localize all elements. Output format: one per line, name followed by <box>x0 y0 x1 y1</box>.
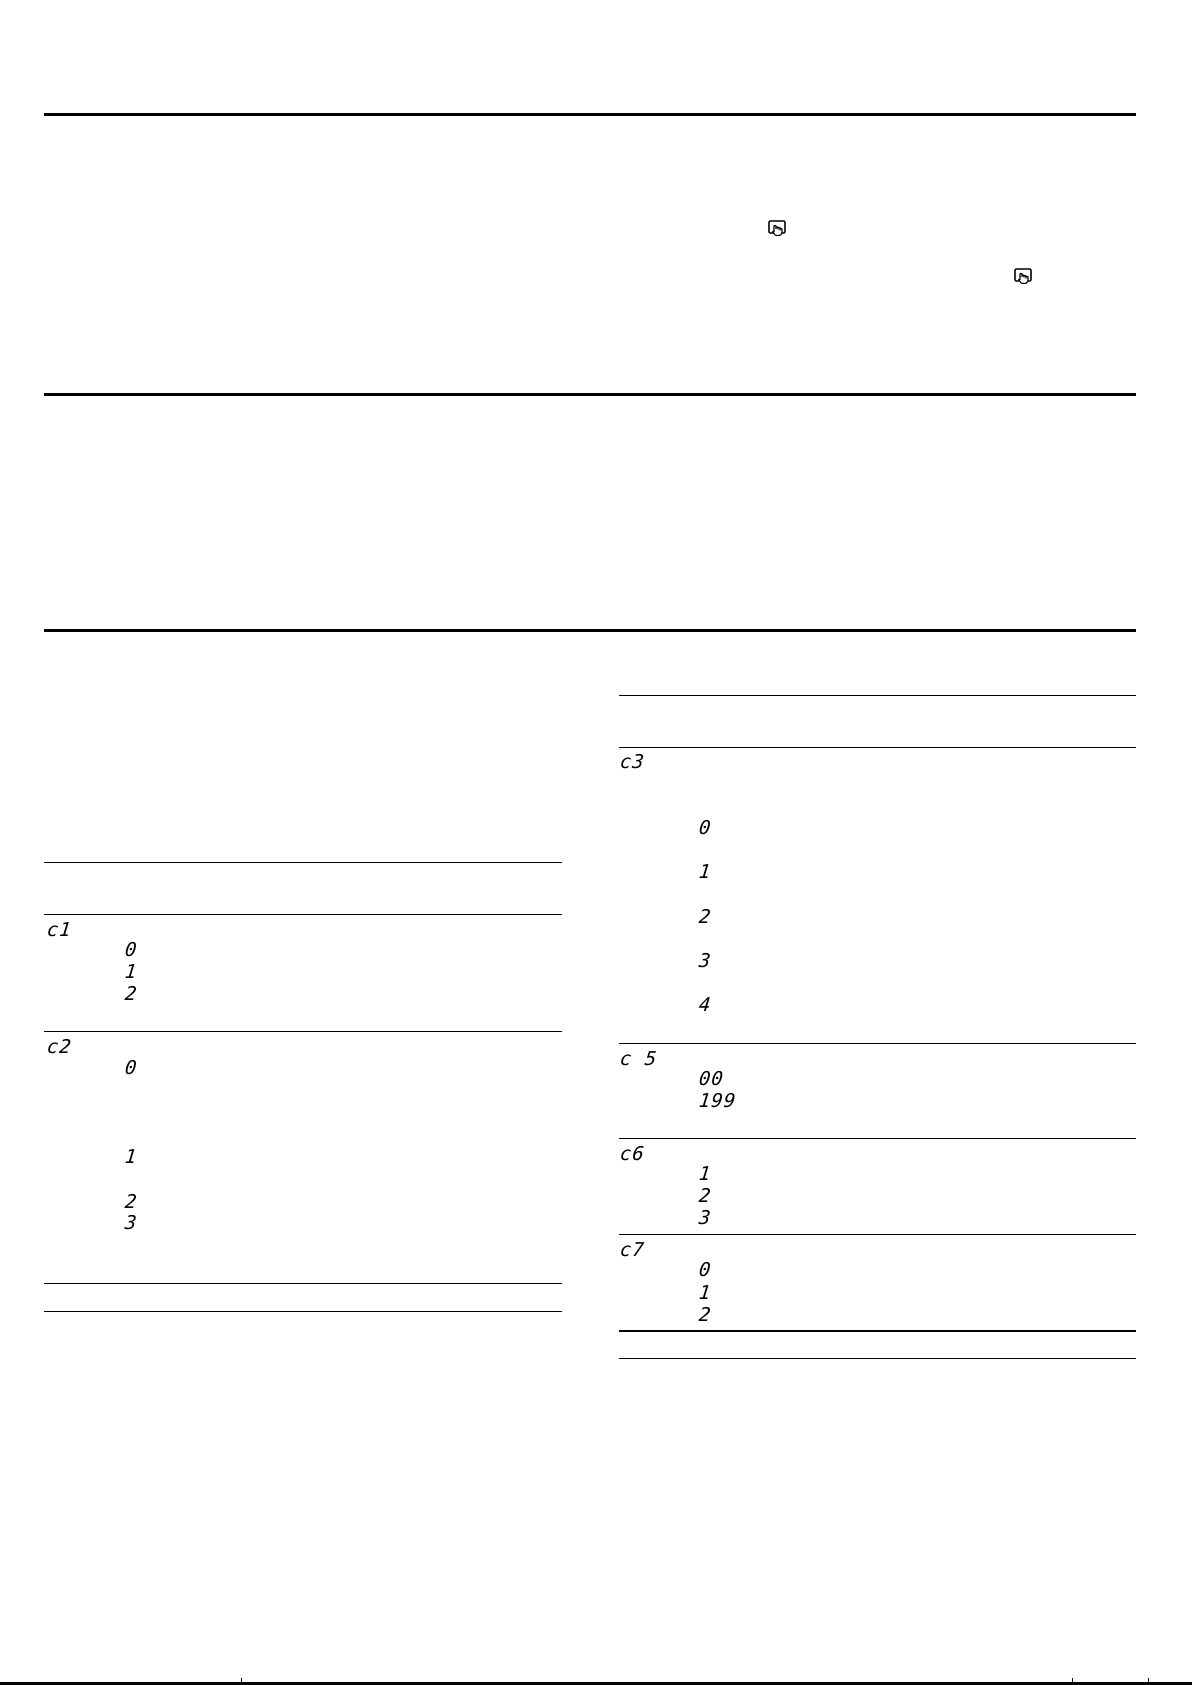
table-rule <box>44 914 562 915</box>
setting-option: 1 <box>697 1163 713 1185</box>
setting-option: 0 <box>123 939 139 961</box>
table-rule <box>619 1234 1136 1235</box>
setting-option: 0 <box>697 1259 713 1281</box>
table-rule <box>619 1138 1136 1139</box>
setting-option: 199 <box>697 1090 738 1112</box>
table-rule <box>619 1043 1136 1044</box>
setting-code: c1 <box>45 919 74 941</box>
setting-option: 3 <box>697 950 713 972</box>
setting-option: 2 <box>123 1191 139 1213</box>
setting-option: 4 <box>697 994 713 1016</box>
setting-option: 2 <box>697 1185 713 1207</box>
touch-key-icon <box>768 220 786 236</box>
table-rule <box>44 862 562 863</box>
setting-code: c2 <box>45 1036 74 1058</box>
section-rule-3 <box>44 629 1136 632</box>
setting-option: 00 <box>697 1068 726 1090</box>
touch-key-icon <box>1014 268 1032 284</box>
setting-option: 0 <box>697 817 713 839</box>
setting-code: c3 <box>618 751 647 773</box>
setting-option: 1 <box>123 961 139 983</box>
setting-option: 3 <box>123 1212 139 1234</box>
setting-option: 1 <box>123 1146 139 1168</box>
setting-option: 1 <box>697 1282 713 1304</box>
table-rule <box>619 747 1136 748</box>
table-rule <box>619 1330 1136 1332</box>
table-rule <box>619 695 1136 696</box>
table-rule <box>44 1311 562 1312</box>
setting-option: 2 <box>697 906 713 928</box>
setting-option: 1 <box>697 861 713 883</box>
setting-code: c 5 <box>618 1048 659 1070</box>
section-rule-1 <box>44 113 1136 116</box>
table-rule <box>44 1283 562 1284</box>
setting-option: 3 <box>697 1207 713 1229</box>
table-rule <box>619 1358 1136 1359</box>
setting-option: 2 <box>123 983 139 1005</box>
setting-code: c6 <box>618 1143 647 1165</box>
section-rule-2 <box>44 393 1136 396</box>
setting-option: 2 <box>697 1304 713 1326</box>
setting-option: 0 <box>123 1057 139 1079</box>
table-rule <box>44 1031 562 1032</box>
setting-code: c7 <box>618 1239 647 1261</box>
